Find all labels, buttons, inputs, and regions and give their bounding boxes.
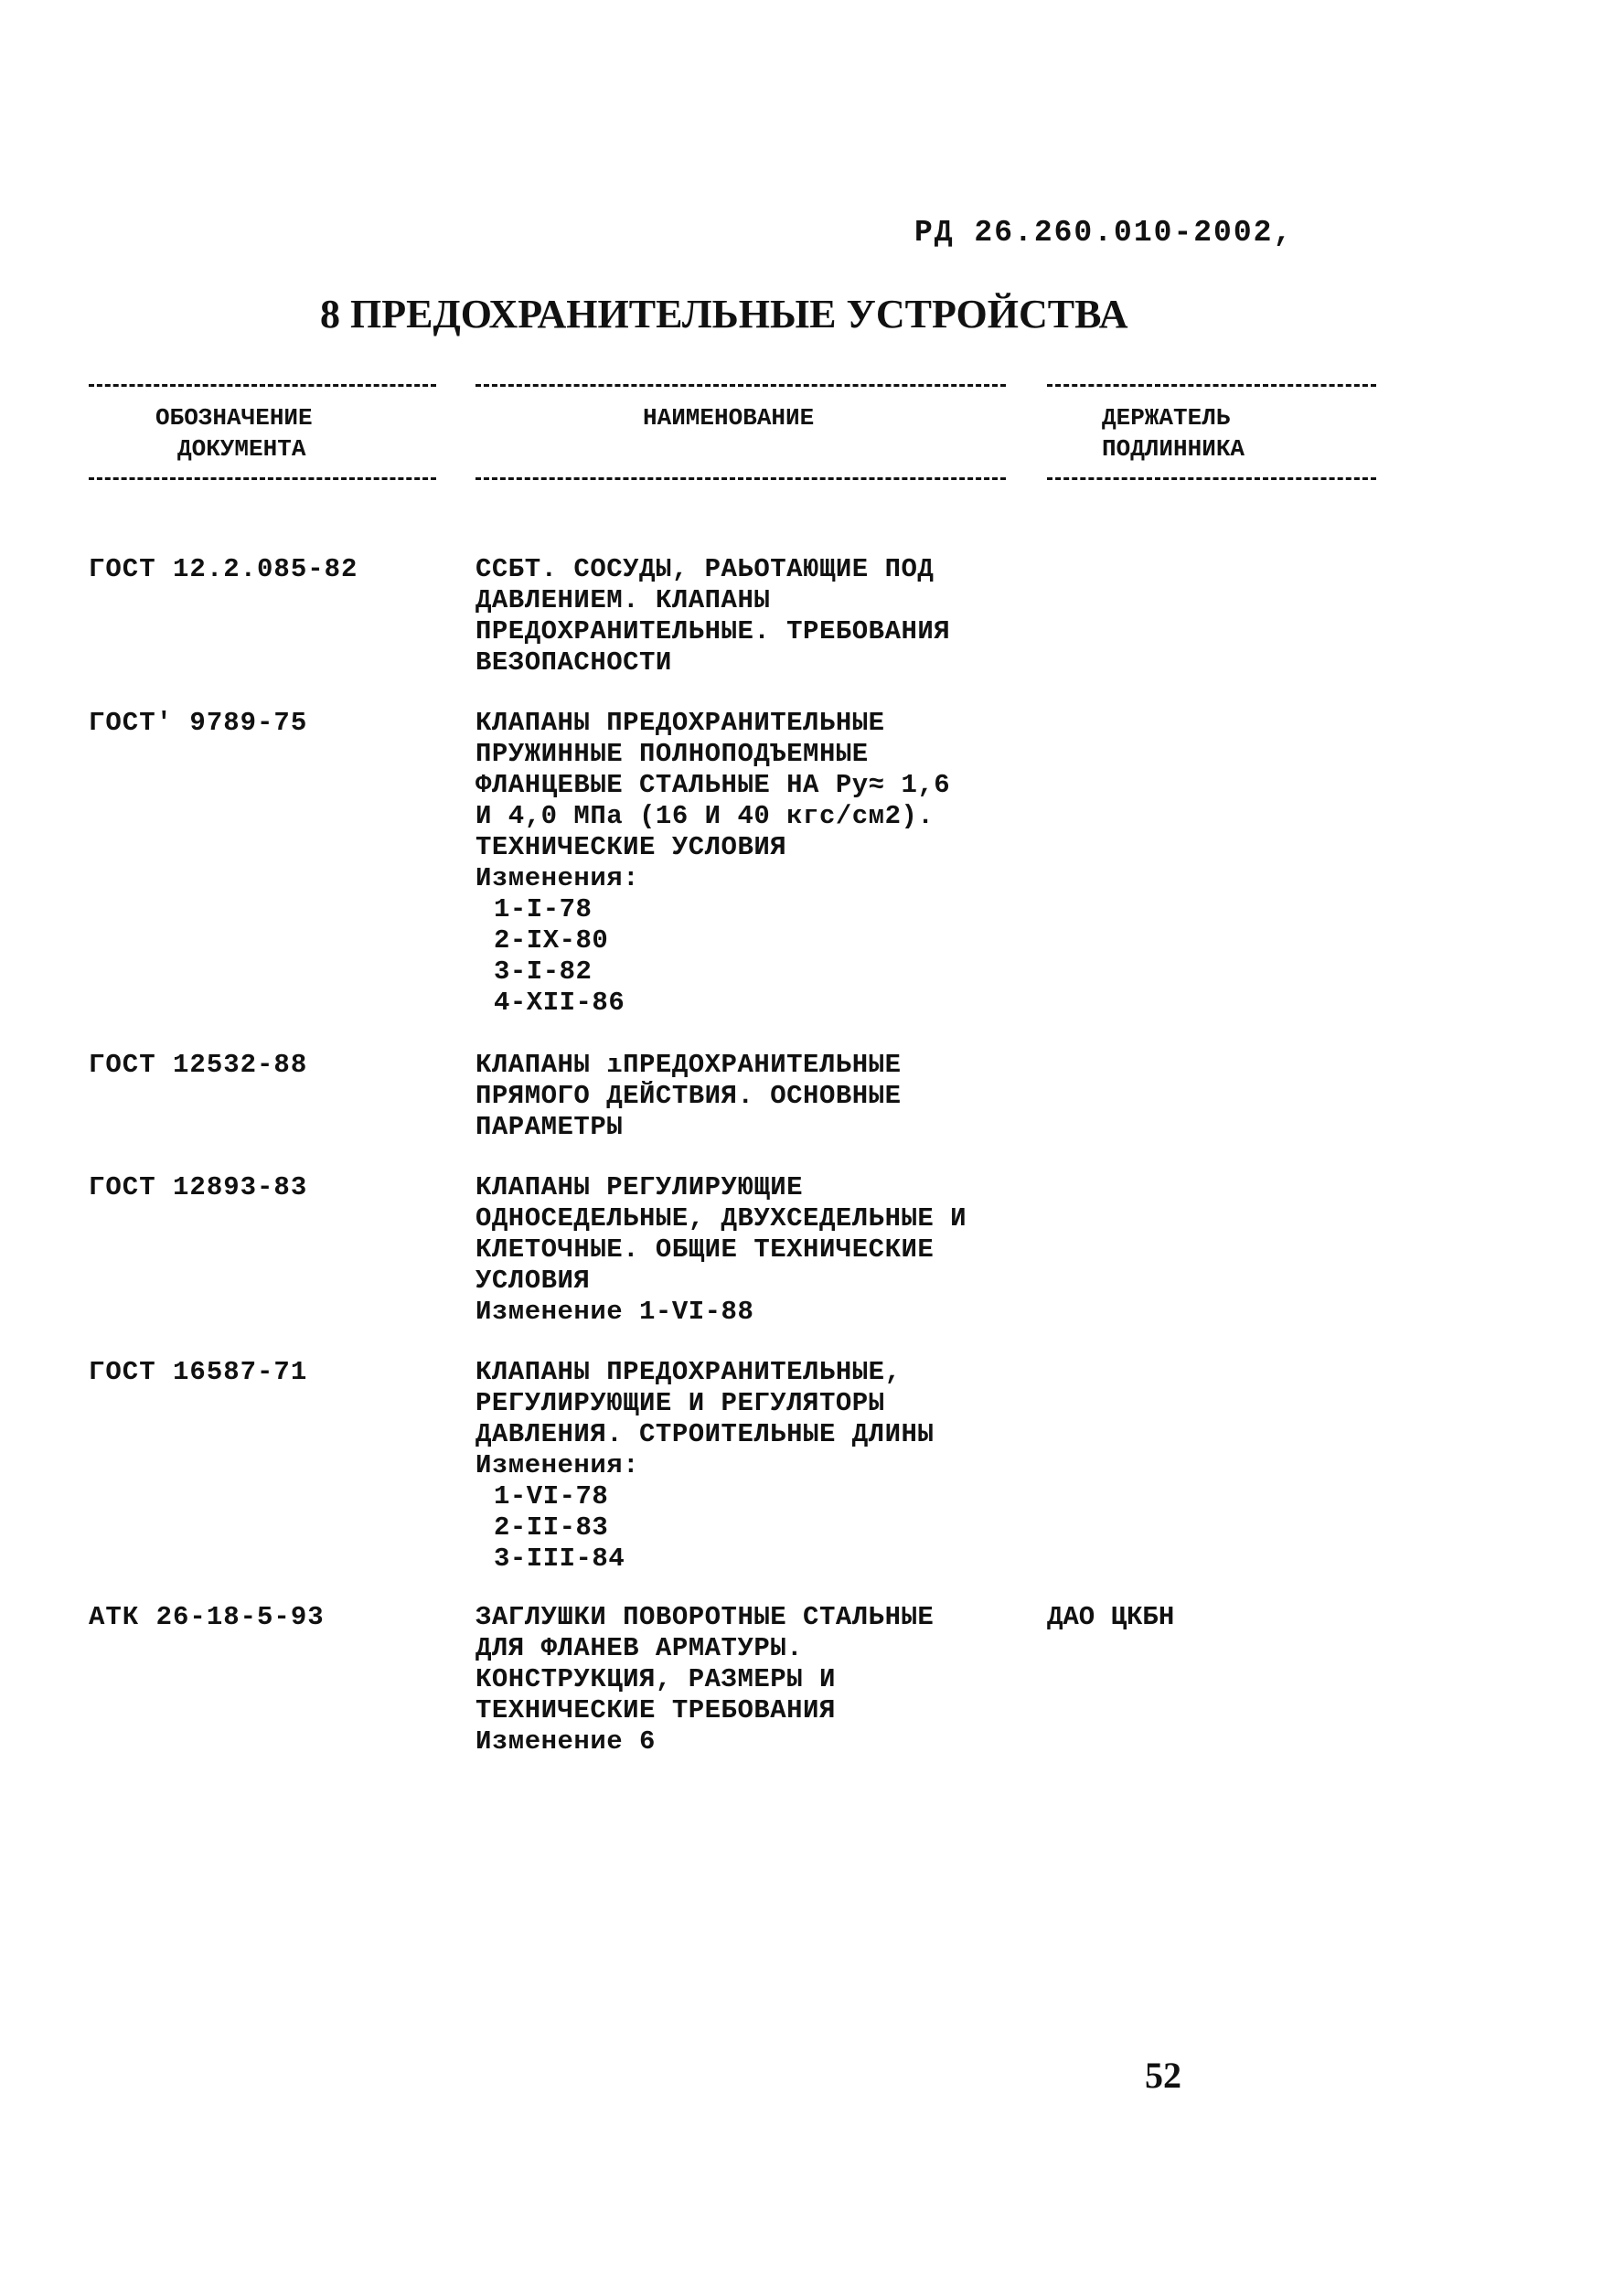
row-name (475, 1172, 1061, 1328)
name-line: КЛАПАНЫ ПРЕДОХРАНИТЕЛЬНЫЕ (475, 708, 885, 738)
row-code: ГОСТ 16587-71 (89, 1357, 308, 1387)
name-line: КЛЕТОЧНЫЕ. ОБЩИЕ ТЕХНИЧЕСКИЕ (475, 1234, 935, 1265)
changes-label: Изменение 6 (475, 1726, 656, 1757)
name-line: КОНСТРУКЦИЯ, РАЗМЕРЫ И (475, 1664, 836, 1694)
name-line: ТЕХНИЧЕСКИЕ УСЛОВИЯ (475, 832, 787, 862)
name-line: ССБТ. СОСУДЫ, РАЬОТАЮЩИЕ ПОД (475, 554, 935, 584)
name-line: КЛАПАНЫ ПРЕДОХРАНИТЕЛЬНЫЕ, (475, 1357, 902, 1387)
change-item: 2-II-83 (494, 1512, 609, 1543)
change-item: 2-IX-80 (494, 925, 609, 956)
name-line: КЛАПАНЫ РЕГУЛИРУЮЩИЕ (475, 1172, 804, 1202)
name-line: РЕГУЛИРУЮЩИЕ И РЕГУЛЯТОРЫ (475, 1388, 885, 1418)
changes-label: Изменения: (475, 863, 640, 893)
name-line: КЛАПАНЫ ıПРЕДОХРАНИТЕЛЬНЫЕ (475, 1050, 902, 1080)
row-name (475, 1357, 1061, 1575)
name-line: ДАВЛЕНИЯ. СТРОИТЕЛЬНЫЕ ДЛИНЫ (475, 1419, 935, 1449)
header-rule-bottom-holder (1047, 477, 1376, 480)
name-line: ЗАГЛУШКИ ПОВОРОТНЫЕ СТАЛЬНЫЕ (475, 1602, 935, 1632)
name-line: ПРУЖИННЫЕ ПОЛНОПОДЪЕМНЫЕ (475, 739, 869, 769)
name-line: ДЛЯ ФЛАНЕВ АРМАТУРЫ. (475, 1633, 804, 1663)
column-header-name (643, 402, 814, 433)
column-header-holder-line-1: ДЕРЖАТЕЛЬ (1102, 404, 1231, 432)
name-line: ТЕХНИЧЕСКИЕ ТРЕБОВАНИЯ (475, 1695, 836, 1725)
section-title: 8 ПРЕДОХРАНИТЕЛЬНЫЕ УСТРОЙСТВА (320, 292, 1128, 336)
changes-label: Изменение 1-VI-88 (475, 1297, 754, 1327)
change-item: 3-III-84 (494, 1544, 625, 1574)
name-line: ПАРАМЕТРЫ (475, 1112, 624, 1142)
header-rule-top-designation (89, 384, 436, 387)
changes-label: Изменения: (475, 1450, 640, 1480)
row-code: АТК 26-18-5-93 (89, 1602, 325, 1632)
column-header-designation-line-1: ОБОЗНАЧЕНИЕ (155, 404, 313, 432)
row-code: ГОСТ 12532-88 (89, 1050, 308, 1080)
change-item: 1-I-78 (494, 894, 593, 924)
change-item: 1-VI-78 (494, 1481, 609, 1512)
column-header-designation (155, 402, 313, 465)
name-line: ПРЕДОХРАНИТЕЛЬНЫЕ. ТРЕБОВАНИЯ (475, 616, 951, 646)
name-line: ВЕЗОПАСНОСТИ (475, 647, 672, 678)
row-holder: ДАО ЦКБН (1047, 1602, 1175, 1632)
row-code: ГОСТ 12893-83 (89, 1172, 308, 1202)
row-code: ГОСТ' 9789-75 (89, 708, 308, 738)
row-name (475, 554, 1061, 678)
row-name (475, 1050, 1061, 1143)
change-item: 4-XII-86 (494, 988, 625, 1018)
column-header-name-line-1: НАИМЕНОВАНИЕ (643, 404, 815, 432)
row-name (475, 1602, 1061, 1757)
header-rule-top-name (475, 384, 1006, 387)
name-line: УСЛОВИЯ (475, 1266, 591, 1296)
column-header-holder (1102, 402, 1245, 465)
header-rule-bottom-name (475, 477, 1006, 480)
column-header-holder-line-2: ПОДЛИННИКА (1102, 435, 1245, 463)
page-number: 52 (1145, 2055, 1181, 2096)
name-line: ДАВЛЕНИЕМ. КЛАПАНЫ (475, 585, 771, 615)
header-rule-top-holder (1047, 384, 1376, 387)
name-line: И 4,0 МПа (16 И 40 кгс/см2). (475, 801, 935, 831)
name-line: ПРЯМОГО ДЕЙСТВИЯ. ОСНОВНЫЕ (475, 1081, 902, 1111)
header-rule-bottom-designation (89, 477, 436, 480)
name-line: ОДНОСЕДЕЛЬНЫЕ, ДВУХСЕДЕЛЬНЫЕ И (475, 1203, 967, 1234)
row-code: ГОСТ 12.2.085-82 (89, 554, 358, 584)
document-number: РД 26.260.010-2002, (914, 216, 1294, 250)
row-name (475, 708, 1061, 1019)
column-header-designation-line-2: ДОКУМЕНТА (177, 435, 306, 463)
change-item: 3-I-82 (494, 956, 593, 987)
name-line: ФЛАНЦЕВЫЕ СТАЛЬНЫЕ НА Ру≈ 1,6 (475, 770, 951, 800)
